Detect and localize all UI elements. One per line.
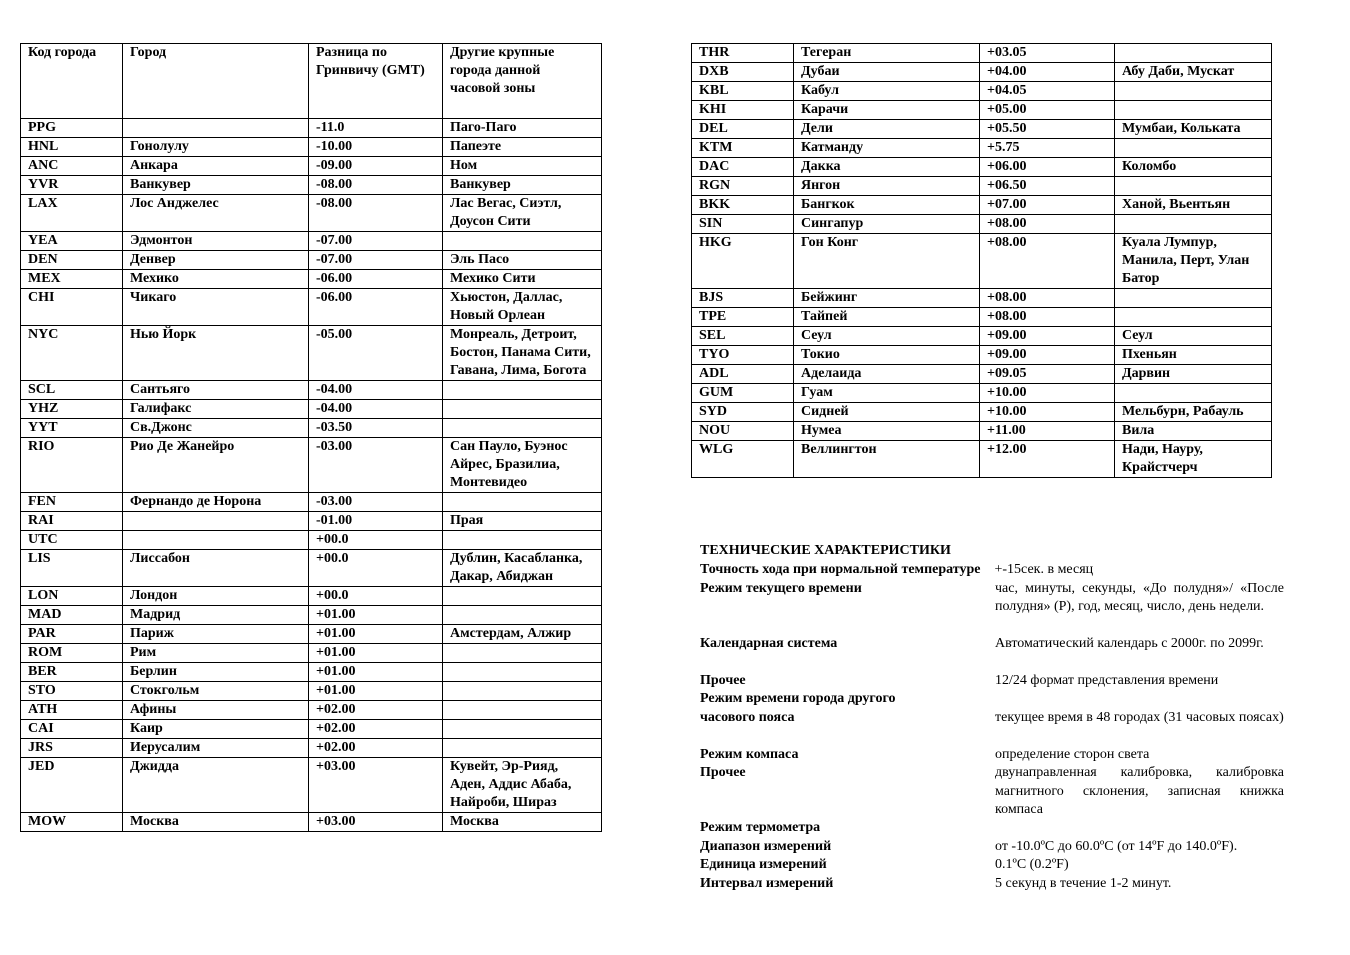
table-row <box>21 157 602 176</box>
city-code-cell: KBL <box>692 82 794 101</box>
table-row <box>692 403 1272 422</box>
gmt-offset-cell: -03.00 <box>309 438 443 493</box>
city-name-cell: Катманду <box>794 139 980 158</box>
city-code-cell: NYC <box>21 326 123 381</box>
gmt-offset-cell: +01.00 <box>309 625 443 644</box>
city-code-cell: JRS <box>21 739 123 758</box>
city-code-cell: YVR <box>21 176 123 195</box>
gmt-offset-cell: -07.00 <box>309 251 443 270</box>
city-name-cell: Анкара <box>123 157 309 176</box>
city-name-cell: Бангкок <box>794 196 980 215</box>
table-row <box>21 720 602 739</box>
city-code-cell: HNL <box>21 138 123 157</box>
city-code-cell: RGN <box>692 177 794 196</box>
gmt-offset-cell: +07.00 <box>980 196 1115 215</box>
gmt-offset-cell: -04.00 <box>309 381 443 400</box>
city-name-cell: Москва <box>123 813 309 832</box>
gmt-offset-cell: +05.00 <box>980 101 1115 120</box>
city-code-cell: KHI <box>692 101 794 120</box>
table-row <box>692 289 1272 308</box>
city-name-cell: Св.Джонс <box>123 419 309 438</box>
city-code-cell: MOW <box>21 813 123 832</box>
spec-range-label: Диапазон измерений <box>700 838 832 854</box>
city-name-cell: Сидней <box>794 403 980 422</box>
table-row <box>21 400 602 419</box>
other-cities-cell: Папеэте <box>443 138 602 157</box>
city-name-cell: Янгон <box>794 177 980 196</box>
city-name-cell: Чикаго <box>123 289 309 326</box>
city-code-cell: THR <box>692 44 794 63</box>
city-code-cell: YHZ <box>21 400 123 419</box>
table-row <box>21 493 602 512</box>
table-row <box>21 176 602 195</box>
other-cities-cell <box>1115 177 1272 196</box>
city-code-cell: BKK <box>692 196 794 215</box>
other-cities-cell <box>443 419 602 438</box>
spec-time-mode-label: Режим текущего времени <box>700 580 862 596</box>
gmt-offset-cell: +01.00 <box>309 663 443 682</box>
city-code-cell: ANC <box>21 157 123 176</box>
city-code-cell: YYT <box>21 419 123 438</box>
gmt-offset-cell: -08.00 <box>309 176 443 195</box>
gmt-offset-cell: +09.05 <box>980 365 1115 384</box>
gmt-offset-cell: -06.00 <box>309 270 443 289</box>
gmt-offset-cell: +11.00 <box>980 422 1115 441</box>
gmt-offset-cell: +01.00 <box>309 682 443 701</box>
other-cities-cell: Ханой, Вьентьян <box>1115 196 1272 215</box>
spec-range-value: от -10.0ºC до 60.0ºC (от 14ºF до 140.0ºF). <box>995 838 1238 854</box>
spec-other-1-label: Прочее <box>700 672 746 688</box>
city-code-cell: NOU <box>692 422 794 441</box>
spec-thermo <box>700 819 1284 838</box>
city-name-cell: Токио <box>794 346 980 365</box>
city-name-cell: Берлин <box>123 663 309 682</box>
header-city-code: Код города <box>21 44 123 119</box>
city-code-cell: LAX <box>21 195 123 232</box>
city-code-cell: PAR <box>21 625 123 644</box>
gmt-offset-cell: -08.00 <box>309 195 443 232</box>
table-row <box>21 813 602 832</box>
gmt-offset-cell: +10.00 <box>980 384 1115 403</box>
other-cities-cell: Абу Даби, Мускат <box>1115 63 1272 82</box>
city-code-cell: DEL <box>692 120 794 139</box>
table-row <box>21 758 602 813</box>
spec-time-mode <box>700 580 1284 635</box>
technical-specs <box>700 542 1284 893</box>
gmt-offset-cell: -11.0 <box>309 119 443 138</box>
city-name-cell: Мехико <box>123 270 309 289</box>
table-row <box>692 327 1272 346</box>
city-name-cell: Бейжинг <box>794 289 980 308</box>
other-cities-cell: Паго-Паго <box>443 119 602 138</box>
city-name-cell: Гуам <box>794 384 980 403</box>
other-cities-cell <box>1115 215 1272 234</box>
gmt-offset-cell: +5.75 <box>980 139 1115 158</box>
city-code-cell: MAD <box>21 606 123 625</box>
city-code-cell: FEN <box>21 493 123 512</box>
other-cities-cell <box>443 644 602 663</box>
other-cities-cell <box>443 720 602 739</box>
table-row <box>692 196 1272 215</box>
city-name-cell: Дакка <box>794 158 980 177</box>
city-name-cell: Тегеран <box>794 44 980 63</box>
other-cities-cell: Кувейт, Эр-Рияд, Аден, Аддис Абаба, Найроби, Шираз <box>443 758 602 813</box>
gmt-offset-cell: +08.00 <box>980 215 1115 234</box>
city-code-cell: RAI <box>21 512 123 531</box>
gmt-offset-cell: +10.00 <box>980 403 1115 422</box>
table-row <box>692 384 1272 403</box>
other-cities-cell <box>443 682 602 701</box>
spec-accuracy-value: +-15сек. в месяц <box>994 562 1094 577</box>
city-code-cell: BJS <box>692 289 794 308</box>
header-city: Город <box>123 44 309 119</box>
city-name-cell: Нумеа <box>794 422 980 441</box>
table-row <box>692 139 1272 158</box>
spec-compass-value: определение сторон света <box>995 746 1150 762</box>
gmt-offset-cell: +03.00 <box>309 813 443 832</box>
city-code-cell: DEN <box>21 251 123 270</box>
other-cities-cell: Москва <box>443 813 602 832</box>
city-name-cell: Дубаи <box>794 63 980 82</box>
city-code-cell: PPG <box>21 119 123 138</box>
gmt-offset-cell: +03.00 <box>309 758 443 813</box>
gmt-offset-cell: +06.50 <box>980 177 1115 196</box>
city-name-cell: Галифакс <box>123 400 309 419</box>
other-cities-cell: Лас Вегас, Сиэтл, Доусон Сити <box>443 195 602 232</box>
city-name-cell: Фернандо де Норона <box>123 493 309 512</box>
spec-thermo-label: Режим термометра <box>700 820 821 835</box>
other-cities-cell: Сеул <box>1115 327 1272 346</box>
city-name-cell <box>123 531 309 550</box>
gmt-offset-cell: -01.00 <box>309 512 443 531</box>
other-cities-cell: Вила <box>1115 422 1272 441</box>
table-row <box>21 739 602 758</box>
city-code-cell: WLG <box>692 441 794 478</box>
gmt-offset-cell: +03.05 <box>980 44 1115 63</box>
spec-other-2-value: двунаправленная калибровка, калибровка магнитного склонения, записная книжка компаса <box>995 765 1284 817</box>
table-row <box>692 177 1272 196</box>
city-code-cell: KTM <box>692 139 794 158</box>
table-row <box>21 419 602 438</box>
table-row <box>692 120 1272 139</box>
table-row <box>21 531 602 550</box>
other-cities-cell <box>1115 101 1272 120</box>
city-code-cell: DXB <box>692 63 794 82</box>
spec-interval-value: 5 секунд в течение 1-2 минут. <box>995 875 1172 891</box>
gmt-offset-cell: +06.00 <box>980 158 1115 177</box>
header-gmt-offset: Разница по Гринвичу (GMT) <box>309 44 443 119</box>
other-cities-cell <box>443 701 602 720</box>
city-code-cell: MEX <box>21 270 123 289</box>
city-code-cell: HKG <box>692 234 794 289</box>
city-code-cell: ADL <box>692 365 794 384</box>
spec-calendar <box>700 635 1284 672</box>
table-row <box>692 441 1272 478</box>
gmt-offset-cell: +08.00 <box>980 308 1115 327</box>
other-cities-cell <box>443 400 602 419</box>
city-name-cell: Сингапур <box>794 215 980 234</box>
table-row <box>21 195 602 232</box>
other-cities-cell <box>443 663 602 682</box>
city-code-cell: GUM <box>692 384 794 403</box>
city-name-cell: Гонолулу <box>123 138 309 157</box>
table-row <box>21 550 602 587</box>
gmt-offset-cell: +08.00 <box>980 289 1115 308</box>
city-code-cell: LIS <box>21 550 123 587</box>
table-row <box>21 326 602 381</box>
city-name-cell: Лос Анджелес <box>123 195 309 232</box>
other-cities-cell <box>1115 44 1272 63</box>
left-table-body <box>21 44 602 832</box>
other-cities-cell: Мехико Сити <box>443 270 602 289</box>
city-name-cell <box>123 119 309 138</box>
other-cities-cell <box>1115 289 1272 308</box>
city-name-cell: Карачи <box>794 101 980 120</box>
city-code-cell: RIO <box>21 438 123 493</box>
city-code-cell: TYO <box>692 346 794 365</box>
city-name-cell: Дели <box>794 120 980 139</box>
city-code-cell: CHI <box>21 289 123 326</box>
table-row <box>21 119 602 138</box>
city-name-cell: Стокгольм <box>123 682 309 701</box>
other-cities-cell: Мельбурн, Рабауль <box>1115 403 1272 422</box>
city-name-cell: Денвер <box>123 251 309 270</box>
city-code-cell: SIN <box>692 215 794 234</box>
table-row <box>692 82 1272 101</box>
city-code-cell: DAC <box>692 158 794 177</box>
city-name-cell: Каир <box>123 720 309 739</box>
table-row <box>21 625 602 644</box>
right-table-body <box>692 44 1272 478</box>
spec-range <box>700 838 1284 857</box>
city-name-cell <box>123 512 309 531</box>
other-cities-cell <box>443 587 602 606</box>
table-row <box>692 63 1272 82</box>
spec-time-mode-value: час, минуты, секунды, «До полудня»/ «После полудня» (Р), год, месяц, число, день недели. <box>995 580 1284 614</box>
gmt-offset-cell: -03.00 <box>309 493 443 512</box>
table-row <box>21 644 602 663</box>
table-row <box>692 308 1272 327</box>
other-cities-cell: Прая <box>443 512 602 531</box>
gmt-offset-cell: +00.0 <box>309 531 443 550</box>
gmt-offset-cell: +02.00 <box>309 739 443 758</box>
city-name-cell: Афины <box>123 701 309 720</box>
table-row <box>21 512 602 531</box>
table-row <box>692 44 1272 63</box>
other-cities-cell: Эль Пасо <box>443 251 602 270</box>
city-name-cell: Ванкувер <box>123 176 309 195</box>
spec-world-time-value: текущее время в 48 городах (31 часовых поясах) <box>995 709 1284 725</box>
gmt-offset-cell: +01.00 <box>309 606 443 625</box>
table-row <box>21 438 602 493</box>
other-cities-cell: Нади, Науру, Крайстчерч <box>1115 441 1272 478</box>
city-code-cell: BER <box>21 663 123 682</box>
table-row <box>21 663 602 682</box>
city-name-cell: Сеул <box>794 327 980 346</box>
spec-unit-value: 0.1ºC (0.2ºF) <box>995 857 1069 872</box>
table-row <box>692 215 1272 234</box>
table-row <box>21 138 602 157</box>
gmt-offset-cell: -06.00 <box>309 289 443 326</box>
other-cities-cell: Коломбо <box>1115 158 1272 177</box>
city-code-cell: TPE <box>692 308 794 327</box>
city-name-cell: Джидда <box>123 758 309 813</box>
city-code-cell: ROM <box>21 644 123 663</box>
gmt-offset-cell: +01.00 <box>309 644 443 663</box>
table-row <box>21 270 602 289</box>
table-row <box>21 682 602 701</box>
city-code-cell: YEA <box>21 232 123 251</box>
city-code-cell: JED <box>21 758 123 813</box>
other-cities-cell <box>443 232 602 251</box>
other-cities-cell <box>443 739 602 758</box>
city-name-cell: Кабул <box>794 82 980 101</box>
other-cities-cell: Амстердам, Алжир <box>443 625 602 644</box>
city-name-cell: Иерусалим <box>123 739 309 758</box>
table-row <box>692 101 1272 120</box>
gmt-offset-cell: +02.00 <box>309 701 443 720</box>
city-code-cell: LON <box>21 587 123 606</box>
gmt-offset-cell: +12.00 <box>980 441 1115 478</box>
spec-interval-label: Интервал измерений <box>700 875 834 891</box>
city-name-cell: Сантьяго <box>123 381 309 400</box>
specs-title: ТЕХНИЧЕСКИЕ ХАРАКТЕРИСТИКИ <box>700 543 951 558</box>
city-code-cell: UTC <box>21 531 123 550</box>
city-code-cell: SEL <box>692 327 794 346</box>
other-cities-cell: Дублин, Касабланка, Дакар, Абиджан <box>443 550 602 587</box>
gmt-offset-cell: -03.50 <box>309 419 443 438</box>
spec-unit <box>700 856 1284 875</box>
city-name-cell: Мадрид <box>123 606 309 625</box>
spec-other-2 <box>700 764 1284 819</box>
other-cities-cell <box>1115 139 1272 158</box>
spec-world-time <box>700 709 1284 746</box>
table-row <box>21 251 602 270</box>
city-name-cell: Веллингтон <box>794 441 980 478</box>
other-cities-cell <box>443 493 602 512</box>
city-code-cell: CAI <box>21 720 123 739</box>
spec-interval <box>700 875 1284 894</box>
table-header-row <box>21 44 602 119</box>
gmt-offset-cell: +02.00 <box>309 720 443 739</box>
other-cities-cell: Хьюстон, Даллас, Новый Орлеан <box>443 289 602 326</box>
other-cities-cell: Куала Лумпур, Манила, Перт, Улан Батор <box>1115 234 1272 289</box>
other-cities-cell: Ном <box>443 157 602 176</box>
city-code-cell: ATH <box>21 701 123 720</box>
spec-accuracy <box>700 561 1284 580</box>
gmt-offset-cell: +00.0 <box>309 587 443 606</box>
gmt-offset-cell: +09.00 <box>980 327 1115 346</box>
city-name-cell: Париж <box>123 625 309 644</box>
table-row <box>692 234 1272 289</box>
other-cities-cell: Ванкувер <box>443 176 602 195</box>
table-row <box>692 422 1272 441</box>
gmt-offset-cell: +09.00 <box>980 346 1115 365</box>
gmt-offset-cell: -04.00 <box>309 400 443 419</box>
table-row <box>21 232 602 251</box>
city-code-cell: SCL <box>21 381 123 400</box>
spec-other-1-value: 12/24 формат представления времени <box>995 672 1219 688</box>
table-row <box>21 606 602 625</box>
city-name-cell: Аделаида <box>794 365 980 384</box>
other-cities-cell: Монреаль, Детроит, Бостон, Панама Сити, Гавана, Лима, Богота <box>443 326 602 381</box>
gmt-offset-cell: -05.00 <box>309 326 443 381</box>
gmt-offset-cell: +04.00 <box>980 63 1115 82</box>
spec-compass-label: Режим компаса <box>700 746 799 762</box>
city-name-cell: Рио Де Жанейро <box>123 438 309 493</box>
spec-world-time-label-2: часового пояса <box>700 709 795 725</box>
spec-accuracy-label: Точность хода при нормальной температуре <box>700 562 981 577</box>
city-name-cell: Тайпей <box>794 308 980 327</box>
left-timezone-table <box>20 43 602 832</box>
table-row <box>21 289 602 326</box>
city-name-cell: Лондон <box>123 587 309 606</box>
other-cities-cell: Сан Пауло, Буэнос Айрес, Бразилиа, Монтевидео <box>443 438 602 493</box>
spec-calendar-label: Календарная система <box>700 635 838 651</box>
city-name-cell: Гон Конг <box>794 234 980 289</box>
gmt-offset-cell: +00.0 <box>309 550 443 587</box>
other-cities-cell <box>443 381 602 400</box>
table-row <box>21 587 602 606</box>
table-row <box>692 346 1272 365</box>
spec-compass <box>700 746 1284 765</box>
other-cities-cell: Пхеньян <box>1115 346 1272 365</box>
other-cities-cell <box>1115 384 1272 403</box>
city-name-cell: Лиссабон <box>123 550 309 587</box>
gmt-offset-cell: +08.00 <box>980 234 1115 289</box>
table-row <box>692 158 1272 177</box>
table-row <box>692 365 1272 384</box>
city-name-cell: Рим <box>123 644 309 663</box>
gmt-offset-cell: -09.00 <box>309 157 443 176</box>
spec-other-1 <box>700 672 1284 691</box>
gmt-offset-cell: +04.05 <box>980 82 1115 101</box>
other-cities-cell: Дарвин <box>1115 365 1272 384</box>
other-cities-cell <box>443 531 602 550</box>
spec-other-2-label: Прочее <box>700 765 746 780</box>
other-cities-cell <box>443 606 602 625</box>
spec-world-time-heading <box>700 690 1284 709</box>
city-name-cell: Нью Йорк <box>123 326 309 381</box>
spec-calendar-value: Автоматический календарь с 2000г. по 2099г. <box>995 635 1264 651</box>
spec-world-time-label-1: Режим времени города другого <box>700 691 896 706</box>
gmt-offset-cell: -10.00 <box>309 138 443 157</box>
other-cities-cell <box>1115 82 1272 101</box>
right-timezone-table <box>691 43 1272 478</box>
spec-unit-label: Единица измерений <box>700 857 827 872</box>
table-row <box>21 381 602 400</box>
other-cities-cell: Мумбаи, Кольката <box>1115 120 1272 139</box>
city-name-cell: Эдмонтон <box>123 232 309 251</box>
header-other-cities: Другие крупные города данной часовой зоны <box>443 44 602 119</box>
table-row <box>21 701 602 720</box>
gmt-offset-cell: -07.00 <box>309 232 443 251</box>
city-code-cell: SYD <box>692 403 794 422</box>
gmt-offset-cell: +05.50 <box>980 120 1115 139</box>
city-code-cell: STO <box>21 682 123 701</box>
other-cities-cell <box>1115 308 1272 327</box>
